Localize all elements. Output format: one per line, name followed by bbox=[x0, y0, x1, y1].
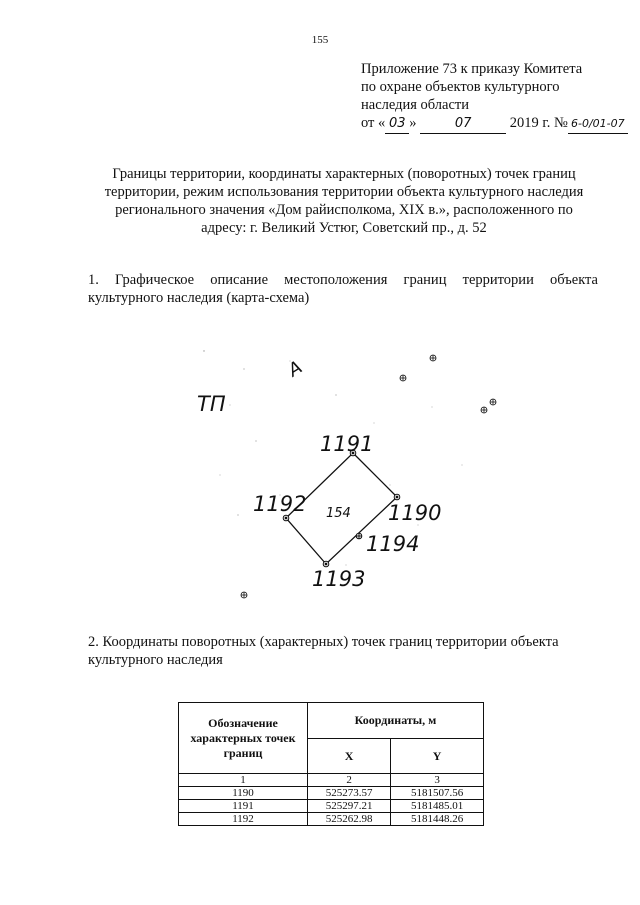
date-month: 07 bbox=[420, 115, 506, 134]
marker-icon bbox=[241, 592, 247, 598]
map-label-tp: ТП bbox=[197, 392, 226, 416]
point-marker-icon bbox=[356, 533, 362, 539]
appendix-line-2: по охране объектов культурного bbox=[361, 79, 560, 95]
section-1-heading: 1. Графическое описание местоположения границ территории объекта культурного наследия (карта-схема) bbox=[88, 272, 598, 306]
point-label-1194: 1194 bbox=[366, 532, 420, 556]
cell-x: 525297.21 bbox=[308, 800, 391, 813]
appendix-line-1: Приложение 73 к приказу Комитета bbox=[361, 61, 583, 77]
marker-icon bbox=[490, 399, 496, 405]
cell-x: 525262.98 bbox=[308, 813, 391, 826]
column-number: 2 bbox=[308, 774, 391, 787]
section-2-heading: 2. Координаты поворотных (характерных) точек границ территории объекта культурного наследия bbox=[88, 634, 559, 668]
marker-icon bbox=[430, 355, 436, 361]
point-label-1191: 1191 bbox=[320, 432, 374, 456]
table-row bbox=[179, 813, 484, 826]
cell-point: 1192 bbox=[179, 813, 308, 826]
survey-markers bbox=[241, 355, 496, 598]
point-marker-icon bbox=[323, 561, 329, 567]
column-number: 3 bbox=[391, 774, 484, 787]
point-marker-icon bbox=[394, 494, 400, 500]
cell-y: 5181448.26 bbox=[391, 813, 484, 826]
cell-y: 5181485.01 bbox=[391, 800, 484, 813]
order-number: 6-0/01-07 bbox=[568, 115, 628, 134]
page-number: 155 bbox=[311, 34, 329, 46]
marker-icon bbox=[400, 375, 406, 381]
header-y: Y bbox=[391, 738, 484, 774]
point-marker-icon bbox=[283, 515, 289, 521]
appendix-date-line bbox=[361, 114, 631, 134]
cell-point: 1191 bbox=[179, 800, 308, 813]
point-label-1192: 1192 bbox=[253, 492, 307, 516]
header-designation: Обозначение характерных точек границ bbox=[179, 703, 308, 774]
date-day: 03 bbox=[385, 115, 409, 134]
cell-x: 525273.57 bbox=[308, 787, 391, 800]
date-year-text: 2019 г. № bbox=[509, 115, 568, 131]
date-prefix: от « bbox=[361, 115, 386, 131]
header-x: X bbox=[308, 738, 391, 774]
table-row bbox=[179, 800, 484, 813]
header-coordinates: Координаты, м bbox=[308, 703, 484, 739]
column-number: 1 bbox=[179, 774, 308, 787]
map-label-a: А bbox=[284, 356, 307, 382]
appendix-block bbox=[361, 60, 631, 134]
document-title: Границы территории, координаты характерных (поворотных) точек границ территории, режим использования территории объекта культурного наследия регионального значения «Дом райисполкома, XIX в.», расположенного по адресу: г. Великий Устюг, Советский пр., д. 52 bbox=[104, 166, 584, 236]
column-number-row bbox=[179, 774, 484, 787]
coordinates-table bbox=[178, 702, 484, 826]
point-label-1193: 1193 bbox=[312, 567, 366, 591]
map-speckle bbox=[203, 350, 462, 565]
appendix-line-3: наследия области bbox=[361, 97, 470, 113]
table-row bbox=[179, 787, 484, 800]
cell-point: 1190 bbox=[179, 787, 308, 800]
date-close-quote: » bbox=[409, 115, 417, 131]
marker-icon bbox=[481, 407, 487, 413]
parcel-label: 154 bbox=[326, 506, 351, 521]
point-label-1190: 1190 bbox=[388, 501, 442, 525]
site-map bbox=[160, 345, 520, 605]
cell-y: 5181507.56 bbox=[391, 787, 484, 800]
